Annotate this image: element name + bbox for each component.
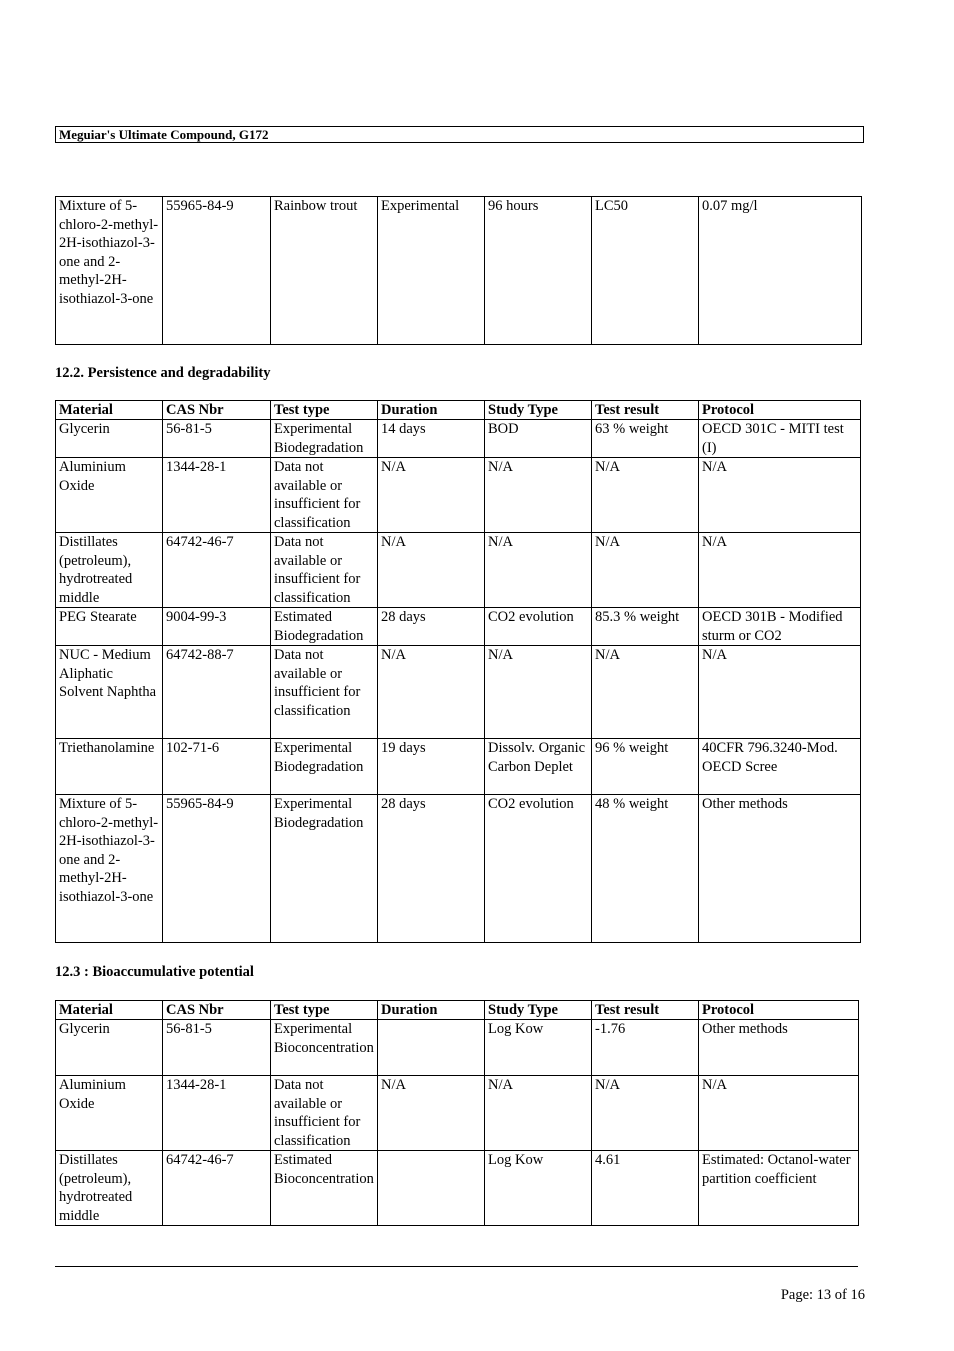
cell-cas-nbr: 9004-99-3 — [163, 608, 271, 646]
cell-test-result: 85.3 % weight — [592, 608, 699, 646]
table-row — [56, 646, 861, 739]
column-header-material: Material — [56, 401, 163, 420]
cell-test-result: 63 % weight — [592, 420, 699, 458]
table-row — [56, 608, 861, 646]
cell-study-type: Log Kow — [485, 1020, 592, 1076]
toxicity-table-continued — [55, 196, 862, 345]
cell-protocol: N/A — [699, 533, 861, 608]
cell-duration: Experimental — [378, 197, 485, 345]
cell-duration: 28 days — [378, 795, 485, 943]
cell-test-type: Experimental Biodegradation — [271, 795, 378, 943]
cell-duration: N/A — [378, 646, 485, 739]
cell-study-type: BOD — [485, 420, 592, 458]
table-row — [56, 795, 861, 943]
cell-protocol: 40CFR 796.3240-Mod. OECD Scree — [699, 739, 861, 795]
cell-cas-nbr: 1344-28-1 — [163, 1076, 271, 1151]
cell-test-result: 48 % weight — [592, 795, 699, 943]
cell-cas-nbr: 102-71-6 — [163, 739, 271, 795]
column-header-duration: Duration — [378, 401, 485, 420]
cell-duration: N/A — [378, 533, 485, 608]
column-header-protocol: Protocol — [699, 1001, 859, 1020]
column-header-material: Material — [56, 1001, 163, 1020]
cell-protocol: Other methods — [699, 795, 861, 943]
cell-cas-nbr: 1344-28-1 — [163, 458, 271, 533]
cell-duration: N/A — [378, 1076, 485, 1151]
cell-protocol: N/A — [699, 1076, 859, 1151]
cell-protocol: N/A — [699, 458, 861, 533]
cell-duration: N/A — [378, 458, 485, 533]
cell-protocol: 0.07 mg/l — [699, 197, 862, 345]
cell-duration: 19 days — [378, 739, 485, 795]
cell-cas-nbr: 64742-88-7 — [163, 646, 271, 739]
table-row — [56, 533, 861, 608]
cell-material: Distillates (petroleum), hydrotreated middle — [56, 533, 163, 608]
cell-test-result: N/A — [592, 458, 699, 533]
cell-test-result: -1.76 — [592, 1020, 699, 1076]
cell-material: Triethanolamine — [56, 739, 163, 795]
column-header-cas-nbr: CAS Nbr — [163, 401, 271, 420]
cell-duration — [378, 1151, 485, 1226]
cell-test-result: N/A — [592, 1076, 699, 1151]
column-header-test-result: Test result — [592, 401, 699, 420]
cell-cas-nbr: 55965-84-9 — [163, 197, 271, 345]
persistence-section-title: 12.2. Persistence and degradability — [55, 365, 271, 381]
cell-test-type: Data not available or insufficient for classification — [271, 533, 378, 608]
cell-cas-nbr: 56-81-5 — [163, 420, 271, 458]
table-row — [56, 1076, 859, 1151]
cell-test-result: N/A — [592, 533, 699, 608]
cell-test-result: 4.61 — [592, 1151, 699, 1226]
table-row — [56, 458, 861, 533]
cell-study-type: CO2 evolution — [485, 608, 592, 646]
cell-duration: 28 days — [378, 608, 485, 646]
column-header-test-type: Test type — [271, 401, 378, 420]
column-header-duration: Duration — [378, 1001, 485, 1020]
cell-material: Mixture of 5-chloro-2-methyl-2H-isothiazol-3-one and 2-methyl-2H-isothiazol-3-one — [56, 197, 163, 345]
cell-test-type: Experimental Bioconcentration — [271, 1020, 378, 1076]
column-header-cas-nbr: CAS Nbr — [163, 1001, 271, 1020]
cell-duration — [378, 1020, 485, 1076]
column-header-study-type: Study Type — [485, 401, 592, 420]
table-header-row — [56, 1001, 859, 1020]
cell-protocol: OECD 301B - Modified sturm or CO2 — [699, 608, 861, 646]
cell-study-type: Log Kow — [485, 1151, 592, 1226]
cell-cas-nbr: 56-81-5 — [163, 1020, 271, 1076]
cell-test-type: Estimated Bioconcentration — [271, 1151, 378, 1226]
cell-material: Glycerin — [56, 1020, 163, 1076]
cell-cas-nbr: 64742-46-7 — [163, 533, 271, 608]
cell-study-type: N/A — [485, 1076, 592, 1151]
cell-study-type: N/A — [485, 533, 592, 608]
bioaccumulative-section-title: 12.3 : Bioaccumulative potential — [55, 964, 254, 980]
cell-protocol: N/A — [699, 646, 861, 739]
cell-study-type: Dissolv. Organic Carbon Deplet — [485, 739, 592, 795]
cell-duration: 14 days — [378, 420, 485, 458]
cell-test-type: Experimental Biodegradation — [271, 420, 378, 458]
table-header-row — [56, 401, 861, 420]
table-row — [56, 739, 861, 795]
persistence-table — [55, 400, 861, 943]
cell-study-type: CO2 evolution — [485, 795, 592, 943]
cell-material: Aluminium Oxide — [56, 458, 163, 533]
cell-cas-nbr: 55965-84-9 — [163, 795, 271, 943]
cell-study-type: 96 hours — [485, 197, 592, 345]
page-number: Page: 13 of 16 — [780, 1287, 865, 1303]
column-header-test-result: Test result — [592, 1001, 699, 1020]
cell-protocol: OECD 301C - MITI test (I) — [699, 420, 861, 458]
cell-cas-nbr: 64742-46-7 — [163, 1151, 271, 1226]
cell-material: Distillates (petroleum), hydrotreated middle — [56, 1151, 163, 1226]
cell-test-result: 96 % weight — [592, 739, 699, 795]
cell-test-result: N/A — [592, 646, 699, 739]
document-title: Meguiar's Ultimate Compound, G172 — [55, 126, 864, 143]
cell-material: Mixture of 5-chloro-2-methyl-2H-isothiazol-3-one and 2-methyl-2H-isothiazol-3-one — [56, 795, 163, 943]
cell-material: Aluminium Oxide — [56, 1076, 163, 1151]
cell-test-type: Estimated Biodegradation — [271, 608, 378, 646]
cell-protocol: Estimated: Octanol-water partition coefficient — [699, 1151, 859, 1226]
cell-material: Glycerin — [56, 420, 163, 458]
column-header-study-type: Study Type — [485, 1001, 592, 1020]
cell-test-type: Data not available or insufficient for classification — [271, 1076, 378, 1151]
cell-test-type: Data not available or insufficient for classification — [271, 458, 378, 533]
column-header-protocol: Protocol — [699, 401, 861, 420]
bioaccumulative-table — [55, 1000, 859, 1226]
cell-material: PEG Stearate — [56, 608, 163, 646]
cell-test-result: LC50 — [592, 197, 699, 345]
cell-test-type: Rainbow trout — [271, 197, 378, 345]
table-row — [56, 1151, 859, 1226]
column-header-test-type: Test type — [271, 1001, 378, 1020]
cell-material: NUC - Medium Aliphatic Solvent Naphtha — [56, 646, 163, 739]
table-row — [56, 197, 862, 345]
cell-study-type: N/A — [485, 458, 592, 533]
table-row — [56, 420, 861, 458]
cell-study-type: N/A — [485, 646, 592, 739]
cell-test-type: Experimental Biodegradation — [271, 739, 378, 795]
cell-protocol: Other methods — [699, 1020, 859, 1076]
footer-divider — [55, 1266, 858, 1267]
table-row — [56, 1020, 859, 1076]
cell-test-type: Data not available or insufficient for classification — [271, 646, 378, 739]
